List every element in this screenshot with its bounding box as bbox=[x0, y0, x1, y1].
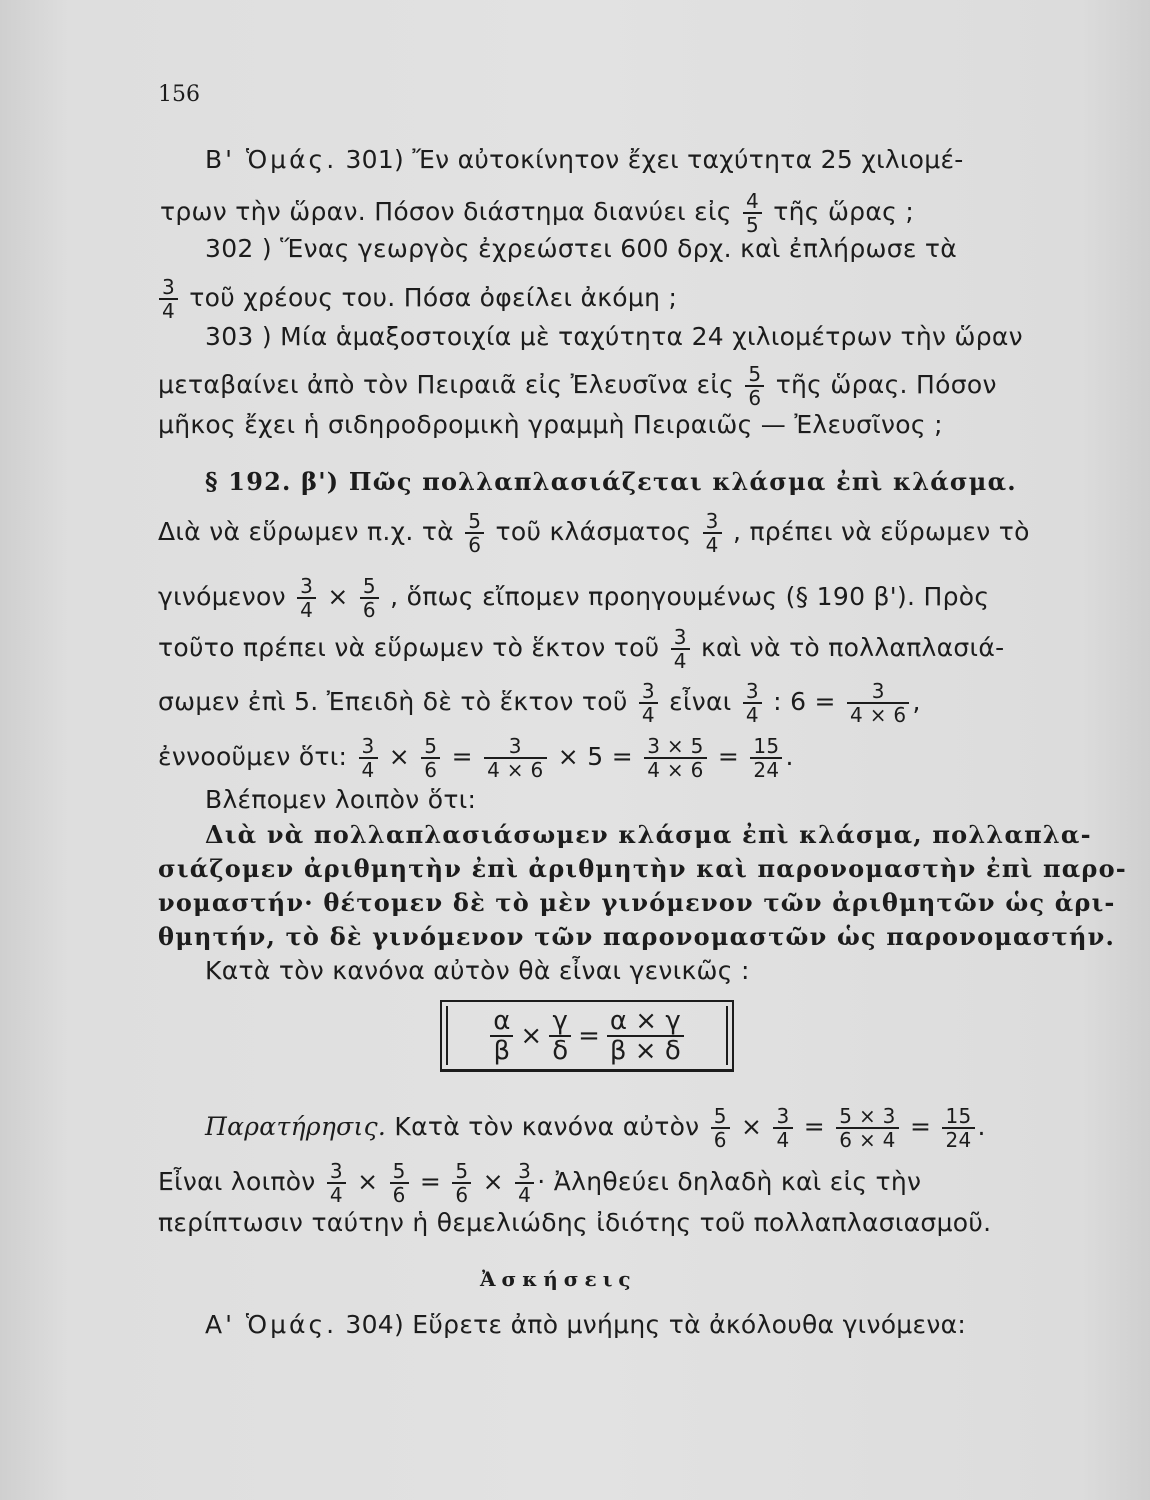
fraction-3x5-over-4x6: $\frac{3 \times 5}{4 \times 6}$ bbox=[644, 735, 706, 781]
fraction-3-4: $\frac{3}{4}$ bbox=[671, 626, 690, 672]
exercise-303-line1: 303 ) Μία ἁμαξοστοιχία μὲ ταχύτητα 24 χιλιομέτρων τὴν ὥραν bbox=[205, 322, 1023, 351]
exercise-301-text: τρων τὴν ὥραν. Πόσον διάστημα διανύει εἰς bbox=[160, 197, 732, 226]
fraction-3-4: $\frac{3}{4}$ bbox=[743, 680, 762, 726]
exercise-301-line1 bbox=[205, 145, 964, 175]
exercise-303-line2 bbox=[158, 363, 997, 409]
fraction-5-6: $\frac{5}{6}$ bbox=[421, 735, 440, 781]
fraction-3-4: $\frac{3}{4}$ bbox=[703, 510, 722, 556]
group-a-label: Α' Ὁμάς. bbox=[205, 1310, 338, 1339]
exercise-304 bbox=[205, 1310, 966, 1340]
rule-line-1: Διὰ νὰ πολλαπλασιάσωμεν κλάσμα ἐπὶ κλάσμα, πολλαπλα- bbox=[205, 820, 1092, 849]
fraction-3-4: $\frac{3}{4}$ bbox=[359, 735, 378, 781]
conclusion-line1: Εἶναι λοιπὸν $\frac{3}{4}$ × $\frac{5}{6}$ = $\frac{5}{6}$ × $\frac{3}{4}$ · Ἀληθεύει δηλαδὴ καὶ εἰς τὴν bbox=[158, 1159, 922, 1207]
formula bbox=[446, 1006, 728, 1065]
exercise-302-line2 bbox=[156, 276, 677, 322]
exercise-303-end: τῆς ὥρας. Πόσον bbox=[775, 370, 997, 399]
exercise-302-text: τοῦ χρέους του. Πόσα ὀφείλει ἀκόμη ; bbox=[189, 283, 678, 312]
fraction-a-b: $\frac{\alpha}{\beta}$ bbox=[490, 1007, 513, 1065]
fraction-5-6: $\frac{5}{6}$ bbox=[465, 510, 484, 556]
exercise-304-text: 304) Εὕρετε ἀπὸ μνήμης τὰ ἀκόλουθα γινόμενα: bbox=[345, 1310, 967, 1339]
fraction-3-over-4x6: $\frac{3}{4 \times 6}$ bbox=[847, 680, 909, 726]
section-heading: § 192. β') Πῶς πολλαπλασιάζεται κλάσμα ἐπὶ κλάσμα. bbox=[205, 467, 1017, 496]
exercise-303-text: μεταβαίνει ἀπὸ τὸν Πειραιᾶ εἰς Ἐλευσῖνα εἰς bbox=[158, 370, 735, 399]
exercise-301-end: τῆς ὥρας ; bbox=[773, 197, 915, 226]
rule-line-3: νομαστήν· θέτομεν δὲ τὸ μὲν γινόμενον τῶν ἀριθμητῶν ὡς ἀρι- bbox=[158, 888, 1116, 917]
conclusion-line2: περίπτωσιν ταύτην ἡ θεμελιώδης ἰδιότης τοῦ πολλαπλασιασμοῦ. bbox=[158, 1208, 992, 1237]
fraction-15-24: $\frac{15}{24}$ bbox=[942, 1105, 974, 1151]
section-line4: σωμεν ἐπὶ 5. Ἐπειδὴ δὲ τὸ ἕκτον τοῦ $\frac{3}{4}$ εἶναι $\frac{3}{4}$ : 6 = $\frac{3}{4 \times 6}$ , bbox=[158, 679, 921, 727]
fraction-c-d: $\frac{\gamma}{\delta}$ bbox=[549, 1007, 571, 1065]
formula-box bbox=[440, 1000, 734, 1072]
fraction-3-4: $\frac{3}{4}$ bbox=[639, 680, 658, 726]
exercise-301-line2 bbox=[160, 190, 914, 236]
fraction-3-over-4x6: $\frac{3}{4 \times 6}$ bbox=[484, 735, 546, 781]
fraction-3-4: $\frac{3}{4}$ bbox=[159, 276, 178, 322]
section-line6: Βλέπομεν λοιπὸν ὅτι: bbox=[205, 785, 477, 814]
fraction-5x3-over-6x4: $\frac{5 \times 3}{6 \times 4}$ bbox=[836, 1105, 898, 1151]
section-line2: γινόμενον $\frac{3}{4}$ × $\frac{5}{6}$ , ὅπως εἴπομεν προηγουμένως (§ 190 β'). Πρὸς bbox=[158, 574, 990, 622]
exercises-title: Ἀσκήσεις bbox=[480, 1267, 637, 1291]
fraction-5-6: $\frac{5}{6}$ bbox=[390, 1160, 409, 1206]
fraction-5-6: $\frac{5}{6}$ bbox=[360, 575, 379, 621]
exercise-303-line3: μῆκος ἔχει ἡ σιδηροδρομικὴ γραμμὴ Πειραιῶς — Ἐλευσῖνος ; bbox=[158, 410, 943, 439]
fraction-3-4: $\frac{3}{4}$ bbox=[327, 1160, 346, 1206]
section-line5: ἐννοοῦμεν ὅτι: $\frac{3}{4}$ × $\frac{5}{6}$ = $\frac{3}{4 \times 6}$ × 5 = $\frac{3 \times 5}{4 \times 6}$ = $\frac{15}{24}$ . bbox=[158, 734, 794, 782]
fraction-4-5: $\frac{4}{5}$ bbox=[743, 190, 762, 236]
fraction-15-24: $\frac{15}{24}$ bbox=[750, 735, 782, 781]
fraction-3-4: $\frac{3}{4}$ bbox=[515, 1160, 534, 1206]
fraction-5-6: $\frac{5}{6}$ bbox=[711, 1105, 730, 1151]
fraction-5-6: $\frac{5}{6}$ bbox=[452, 1160, 471, 1206]
general-intro: Κατὰ τὸν κανόνα αὐτὸν θὰ εἶναι γενικῶς : bbox=[205, 956, 750, 985]
remark-line: Παρατήρησις. Κατὰ τὸν κανόνα αὐτὸν $\frac{5}{6}$ × $\frac{3}{4}$ = $\frac{5 \times 3}{6 \times 4}$ = $\frac{15}{24}$ . bbox=[205, 1104, 986, 1152]
remark-label: Παρατήρησις. bbox=[205, 1112, 387, 1141]
section-line3: τοῦτο πρέπει νὰ εὕρωμεν τὸ ἕκτον τοῦ $\frac{3}{4}$ καὶ νὰ τὸ πολλαπλασιά- bbox=[158, 625, 1005, 673]
fraction-product: $\frac{\alpha \times \gamma}{\beta \times \delta}$ bbox=[607, 1007, 684, 1065]
exercise-302-line1: 302 ) Ἕνας γεωργὸς ἐχρεώστει 600 δρχ. καὶ ἐπλήρωσε τὰ bbox=[205, 234, 958, 263]
group-b-label: Β' Ὁμάς. bbox=[205, 145, 338, 174]
equals-sign: = bbox=[578, 1020, 600, 1051]
times-sign: × bbox=[520, 1020, 543, 1051]
rule-line-4: θμητήν, τὸ δὲ γινόμενον τῶν παρονομαστῶν ὡς παρονομαστήν. bbox=[158, 922, 1116, 951]
section-line1: Διὰ νὰ εὕρωμεν π.χ. τὰ $\frac{5}{6}$ τοῦ κλάσματος $\frac{3}{4}$ , πρέπει νὰ εὕρωμεν τὸ bbox=[158, 509, 1030, 557]
rule-line-2: σιάζομεν ἀριθμητὴν ἐπὶ ἀριθμητὴν καὶ παρονομαστὴν ἐπὶ παρο- bbox=[158, 854, 1127, 883]
fraction-5-6: $\frac{5}{6}$ bbox=[745, 363, 764, 409]
fraction-3-4: $\frac{3}{4}$ bbox=[297, 575, 316, 621]
exercise-301-lead: 301) Ἔν αὐτοκίνητον ἔχει ταχύτητα 25 χιλιομέ- bbox=[345, 145, 964, 174]
page-number: 156 bbox=[158, 82, 200, 107]
fraction-3-4: $\frac{3}{4}$ bbox=[773, 1105, 792, 1151]
